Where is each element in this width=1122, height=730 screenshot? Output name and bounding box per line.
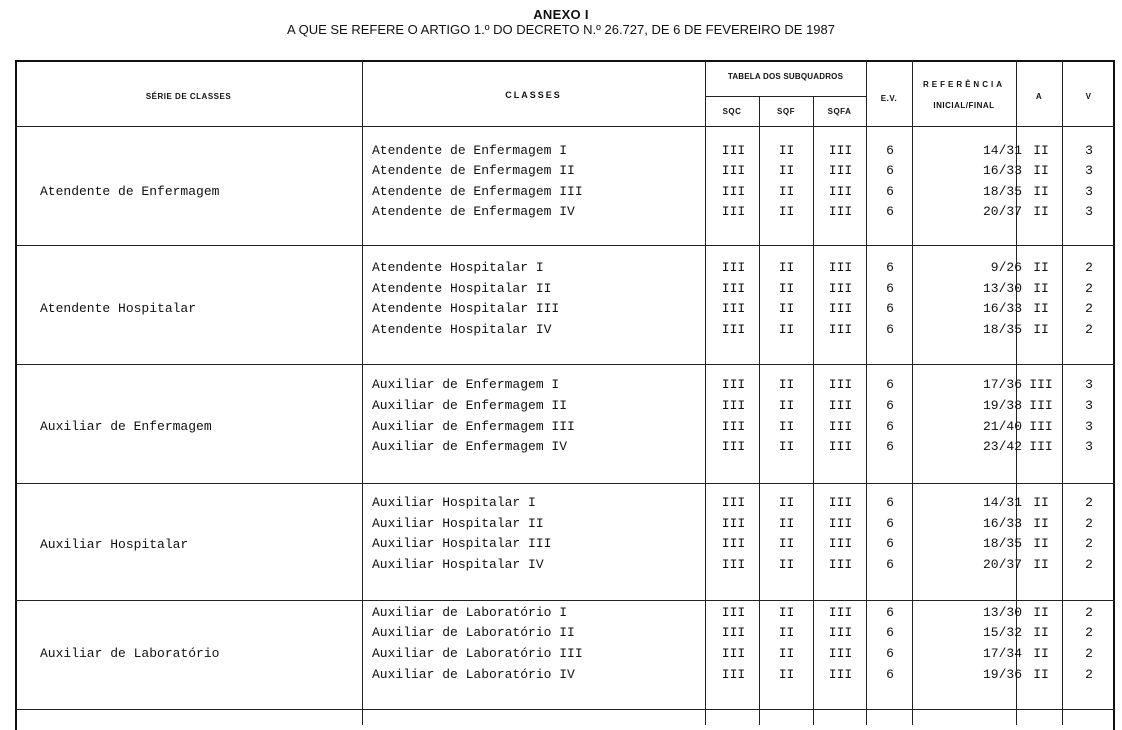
serie-label: Atendente Hospitalar bbox=[40, 301, 197, 316]
ev-cell: 6 bbox=[886, 536, 894, 551]
v-cell: 2 bbox=[1085, 557, 1093, 572]
sqc-cell: III bbox=[721, 163, 746, 178]
sqf-cell: II bbox=[778, 536, 795, 551]
a-cell: III bbox=[1029, 439, 1053, 454]
ev-cell: 6 bbox=[886, 377, 894, 392]
ev-cell: 6 bbox=[886, 163, 894, 178]
header-ev: E.V. bbox=[880, 94, 898, 103]
sqc-cell: III bbox=[721, 536, 746, 551]
classe-cell: Atendente Hospitalar II bbox=[372, 281, 552, 296]
ev-cell: 6 bbox=[886, 281, 894, 296]
v-cell: 3 bbox=[1085, 419, 1093, 434]
table-row bbox=[0, 514, 1122, 534]
group-divider bbox=[15, 364, 1115, 365]
sqfa-cell: III bbox=[828, 143, 853, 158]
table-row bbox=[0, 202, 1122, 222]
ref-cell: 14/31 bbox=[982, 143, 1022, 158]
table-row bbox=[0, 555, 1122, 575]
a-cell: II bbox=[1033, 163, 1049, 178]
classe-cell: Auxiliar Hospitalar I bbox=[372, 495, 536, 510]
table-row bbox=[0, 320, 1122, 340]
classe-cell: Atendente de Enfermagem II bbox=[372, 163, 575, 178]
ev-cell: 6 bbox=[886, 322, 894, 337]
a-cell: II bbox=[1033, 516, 1049, 531]
ev-cell: 6 bbox=[886, 184, 894, 199]
a-cell: II bbox=[1033, 143, 1049, 158]
classe-cell: Atendente Hospitalar IV bbox=[372, 322, 552, 337]
sqf-cell: II bbox=[778, 143, 795, 158]
sqf-cell: II bbox=[778, 439, 795, 454]
ref-cell: 19/36 bbox=[982, 667, 1022, 682]
sqc-cell: III bbox=[721, 184, 746, 199]
sqf-cell: II bbox=[778, 398, 795, 413]
classe-cell: Atendente Hospitalar III bbox=[372, 301, 560, 316]
sqfa-cell: III bbox=[828, 536, 853, 551]
table-row bbox=[0, 437, 1122, 457]
classe-cell: Auxiliar de Laboratório IV bbox=[372, 667, 575, 682]
group-divider bbox=[15, 483, 1115, 484]
sqf-cell: II bbox=[778, 646, 795, 661]
table-row bbox=[0, 279, 1122, 299]
a-cell: III bbox=[1029, 419, 1053, 434]
ev-cell: 6 bbox=[886, 557, 894, 572]
table-row bbox=[0, 161, 1122, 181]
group-divider bbox=[15, 600, 1115, 601]
header-tabela: TABELA DOS SUBQUADROS bbox=[727, 72, 844, 81]
table-row bbox=[0, 665, 1122, 685]
sqc-cell: III bbox=[721, 495, 746, 510]
sqc-cell: III bbox=[721, 260, 746, 275]
header-sqfa: SQFA bbox=[827, 107, 852, 116]
group-divider bbox=[15, 245, 1115, 246]
sqc-cell: III bbox=[721, 646, 746, 661]
sqc-cell: III bbox=[721, 143, 746, 158]
a-cell: II bbox=[1033, 322, 1049, 337]
classe-cell: Auxiliar Hospitalar IV bbox=[372, 557, 544, 572]
a-cell: II bbox=[1033, 605, 1049, 620]
sqfa-cell: III bbox=[828, 557, 853, 572]
sqfa-cell: III bbox=[828, 667, 853, 682]
serie-label: Atendente de Enfermagem bbox=[40, 184, 220, 199]
header-classes: CLASSES bbox=[505, 90, 562, 100]
sqfa-cell: III bbox=[828, 646, 853, 661]
table-row bbox=[0, 417, 1122, 437]
classe-cell: Auxiliar Hospitalar II bbox=[372, 516, 544, 531]
sqfa-cell: III bbox=[828, 495, 853, 510]
sqfa-cell: III bbox=[828, 625, 853, 640]
serie-label: Auxiliar Hospitalar bbox=[40, 537, 189, 552]
classe-cell: Atendente de Enfermagem I bbox=[372, 143, 568, 158]
sqc-cell: III bbox=[721, 281, 746, 296]
a-cell: II bbox=[1033, 301, 1049, 316]
sqc-cell: III bbox=[721, 605, 746, 620]
v-cell: 2 bbox=[1085, 625, 1093, 640]
sqf-cell: II bbox=[778, 419, 795, 434]
header-bottom-line bbox=[15, 126, 1115, 127]
a-cell: II bbox=[1033, 204, 1049, 219]
classe-cell: Auxiliar de Laboratório I bbox=[372, 605, 568, 620]
sqc-cell: III bbox=[721, 377, 746, 392]
table-row bbox=[0, 299, 1122, 319]
sqfa-cell: III bbox=[828, 516, 853, 531]
sqf-cell: II bbox=[778, 260, 795, 275]
ref-cell: 14/31 bbox=[982, 495, 1022, 510]
sqc-cell: III bbox=[721, 419, 746, 434]
sqf-cell: II bbox=[778, 667, 795, 682]
classe-cell: Atendente de Enfermagem III bbox=[372, 184, 583, 199]
sqf-cell: II bbox=[778, 377, 795, 392]
table-row bbox=[0, 258, 1122, 278]
ref-cell: 13/30 bbox=[982, 605, 1022, 620]
table-row bbox=[0, 396, 1122, 416]
a-cell: II bbox=[1033, 557, 1049, 572]
ref-cell: 17/34 bbox=[982, 646, 1022, 661]
v-cell: 2 bbox=[1085, 322, 1093, 337]
document-title: ANEXO I bbox=[533, 7, 589, 22]
v-cell: 3 bbox=[1085, 204, 1093, 219]
a-cell: II bbox=[1033, 184, 1049, 199]
a-cell: II bbox=[1033, 260, 1049, 275]
sqf-cell: II bbox=[778, 495, 795, 510]
v-cell: 2 bbox=[1085, 605, 1093, 620]
sqf-cell: II bbox=[778, 322, 795, 337]
ev-cell: 6 bbox=[886, 398, 894, 413]
v-cell: 2 bbox=[1085, 281, 1093, 296]
ev-cell: 6 bbox=[886, 301, 894, 316]
table-bottom-line bbox=[15, 709, 1115, 710]
sqf-cell: II bbox=[778, 184, 795, 199]
a-cell: III bbox=[1029, 398, 1053, 413]
sqc-cell: III bbox=[721, 516, 746, 531]
sqc-cell: III bbox=[721, 625, 746, 640]
ref-cell: 15/32 bbox=[982, 625, 1022, 640]
ref-cell: 18/35 bbox=[982, 322, 1022, 337]
sqc-cell: III bbox=[721, 439, 746, 454]
ev-cell: 6 bbox=[886, 667, 894, 682]
classe-cell: Auxiliar de Laboratório III bbox=[372, 646, 583, 661]
v-cell: 2 bbox=[1085, 260, 1093, 275]
document-subtitle: A QUE SE REFERE O ARTIGO 1.º DO DECRETO N.º 26.727, DE 6 DE FEVEREIRO DE 1987 bbox=[287, 22, 835, 37]
ev-cell: 6 bbox=[886, 605, 894, 620]
sqf-cell: II bbox=[778, 281, 795, 296]
ev-cell: 6 bbox=[886, 439, 894, 454]
ref-cell: 20/37 bbox=[982, 557, 1022, 572]
ref-cell: 18/35 bbox=[982, 536, 1022, 551]
header-sqf: SQF bbox=[777, 107, 795, 116]
ev-cell: 6 bbox=[886, 625, 894, 640]
sqf-cell: II bbox=[778, 605, 795, 620]
v-cell: 3 bbox=[1085, 439, 1093, 454]
ref-cell: 23/42 bbox=[982, 439, 1022, 454]
ev-cell: 6 bbox=[886, 516, 894, 531]
sqc-cell: III bbox=[721, 301, 746, 316]
ev-cell: 6 bbox=[886, 646, 894, 661]
a-cell: III bbox=[1029, 377, 1053, 392]
sqfa-cell: III bbox=[828, 398, 853, 413]
classe-cell: Atendente Hospitalar I bbox=[372, 260, 544, 275]
sqfa-cell: III bbox=[828, 439, 853, 454]
sqfa-cell: III bbox=[828, 377, 853, 392]
table-row bbox=[0, 493, 1122, 513]
sqf-cell: II bbox=[778, 163, 795, 178]
table-row bbox=[0, 534, 1122, 554]
ref-cell: 21/40 bbox=[982, 419, 1022, 434]
ev-cell: 6 bbox=[886, 260, 894, 275]
classe-cell: Auxiliar de Enfermagem I bbox=[372, 377, 560, 392]
ref-cell: 9/26 bbox=[990, 260, 1022, 275]
header-referencia: REFERÊNCIA bbox=[922, 80, 1005, 89]
sqf-cell: II bbox=[778, 204, 795, 219]
v-cell: 2 bbox=[1085, 667, 1093, 682]
a-cell: II bbox=[1033, 495, 1049, 510]
a-cell: II bbox=[1033, 536, 1049, 551]
a-cell: II bbox=[1033, 281, 1049, 296]
sqfa-cell: III bbox=[828, 419, 853, 434]
table-row bbox=[0, 623, 1122, 643]
a-cell: II bbox=[1033, 646, 1049, 661]
ref-cell: 17/36 bbox=[982, 377, 1022, 392]
table-row bbox=[0, 644, 1122, 664]
classe-cell: Auxiliar de Enfermagem III bbox=[372, 419, 575, 434]
v-cell: 2 bbox=[1085, 516, 1093, 531]
sqc-cell: III bbox=[721, 667, 746, 682]
ref-cell: 16/33 bbox=[982, 516, 1022, 531]
ref-cell: 19/38 bbox=[982, 398, 1022, 413]
sqf-cell: II bbox=[778, 516, 795, 531]
classe-cell: Auxiliar Hospitalar III bbox=[372, 536, 552, 551]
table-row bbox=[0, 603, 1122, 623]
header-sqc: SQC bbox=[722, 107, 742, 116]
table-row bbox=[0, 141, 1122, 161]
v-cell: 3 bbox=[1085, 184, 1093, 199]
classe-cell: Auxiliar de Enfermagem IV bbox=[372, 439, 568, 454]
v-cell: 2 bbox=[1085, 646, 1093, 661]
classe-cell: Auxiliar de Enfermagem II bbox=[372, 398, 568, 413]
v-cell: 3 bbox=[1085, 163, 1093, 178]
sqfa-cell: III bbox=[828, 163, 853, 178]
sqfa-cell: III bbox=[828, 605, 853, 620]
sqfa-cell: III bbox=[828, 260, 853, 275]
v-cell: 2 bbox=[1085, 536, 1093, 551]
a-cell: II bbox=[1033, 625, 1049, 640]
table-row bbox=[0, 375, 1122, 395]
v-cell: 3 bbox=[1085, 377, 1093, 392]
sqc-cell: III bbox=[721, 557, 746, 572]
header-a: A bbox=[1035, 92, 1043, 101]
sqc-cell: III bbox=[721, 398, 746, 413]
sqf-cell: II bbox=[778, 625, 795, 640]
v-cell: 3 bbox=[1085, 143, 1093, 158]
classe-cell: Atendente de Enfermagem IV bbox=[372, 204, 575, 219]
ref-cell: 18/35 bbox=[982, 184, 1022, 199]
sqfa-cell: III bbox=[828, 281, 853, 296]
a-cell: II bbox=[1033, 667, 1049, 682]
v-cell: 2 bbox=[1085, 495, 1093, 510]
classe-cell: Auxiliar de Laboratório II bbox=[372, 625, 575, 640]
ev-cell: 6 bbox=[886, 495, 894, 510]
sqfa-cell: III bbox=[828, 184, 853, 199]
sqfa-cell: III bbox=[828, 204, 853, 219]
serie-label: Auxiliar de Laboratório bbox=[40, 646, 220, 661]
v-cell: 2 bbox=[1085, 301, 1093, 316]
header-inicial-final: INICIAL/FINAL bbox=[933, 101, 995, 110]
v-cell: 3 bbox=[1085, 398, 1093, 413]
ev-cell: 6 bbox=[886, 143, 894, 158]
sqfa-cell: III bbox=[828, 301, 853, 316]
sqf-cell: II bbox=[778, 557, 795, 572]
ref-cell: 13/30 bbox=[982, 281, 1022, 296]
sqf-cell: II bbox=[778, 301, 795, 316]
sqfa-cell: III bbox=[828, 322, 853, 337]
ref-cell: 20/37 bbox=[982, 204, 1022, 219]
header-serie: SÉRIE DE CLASSES bbox=[145, 92, 232, 101]
ref-cell: 16/33 bbox=[982, 301, 1022, 316]
ev-cell: 6 bbox=[886, 419, 894, 434]
ref-cell: 16/33 bbox=[982, 163, 1022, 178]
sqc-cell: III bbox=[721, 322, 746, 337]
subheader-divider bbox=[705, 96, 866, 97]
header-v: V bbox=[1085, 92, 1092, 101]
ev-cell: 6 bbox=[886, 204, 894, 219]
table-row bbox=[0, 182, 1122, 202]
sqc-cell: III bbox=[721, 204, 746, 219]
serie-label: Auxiliar de Enfermagem bbox=[40, 419, 212, 434]
